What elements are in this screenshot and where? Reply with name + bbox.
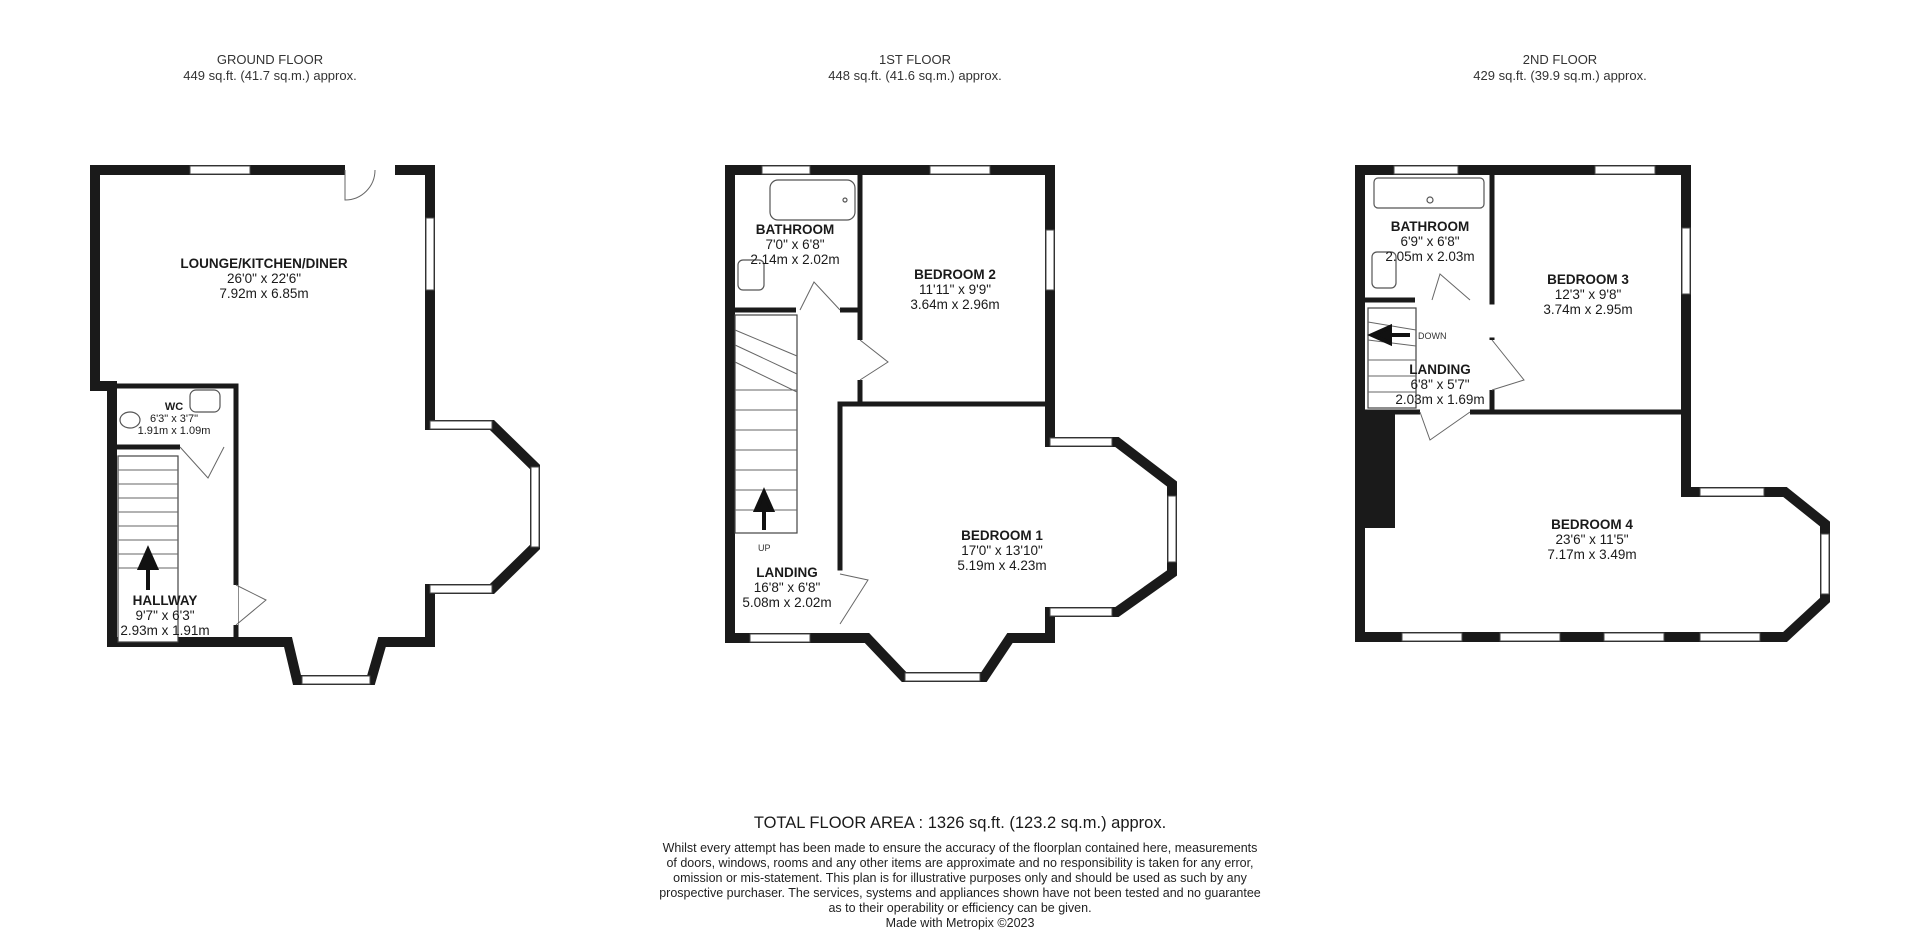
window — [1050, 438, 1112, 446]
window — [762, 166, 810, 174]
stairs-down-label: DOWN — [1418, 331, 1447, 341]
window — [1050, 608, 1112, 616]
window — [1500, 633, 1560, 641]
room-metric: 3.74m x 2.95m — [1543, 302, 1633, 317]
room-name: WC — [164, 401, 184, 413]
bathtub — [770, 180, 855, 220]
disclaimer-line: prospective purchaser. The services, systems and appliances shown have not been tested and no guarantee — [659, 886, 1261, 900]
room-imperial: 6'3" x 3'7" — [149, 413, 199, 425]
room-name: HALLWAY — [132, 593, 198, 608]
room-hallway — [120, 593, 209, 638]
door-swing — [236, 585, 266, 625]
room-bedroom-1 — [957, 528, 1046, 573]
window — [1595, 166, 1655, 174]
room-name: BEDROOM 1 — [961, 528, 1043, 543]
room-imperial: 9'7" x 6'3" — [135, 608, 195, 623]
disclaimer-line: as to their operability or efficiency can be given. — [828, 901, 1092, 915]
room-metric: 7.17m x 3.49m — [1547, 547, 1637, 562]
room-imperial: 23'6" x 11'5" — [1555, 532, 1629, 547]
window — [1046, 230, 1054, 290]
window — [750, 634, 810, 642]
room-imperial: 17'0" x 13'10" — [961, 543, 1043, 558]
window — [1682, 228, 1690, 294]
disclaimer — [560, 841, 1360, 931]
room-name: BEDROOM 4 — [1551, 517, 1633, 532]
floor-area: 429 sq.ft. (39.9 sq.m.) approx. — [1473, 68, 1647, 83]
room-name: LOUNGE/KITCHEN/DINER — [180, 256, 348, 271]
room-imperial: 6'9" x 6'8" — [1400, 234, 1460, 249]
floor-area: 448 sq.ft. (41.6 sq.m.) approx. — [828, 68, 1002, 83]
total-floor-area: TOTAL FLOOR AREA : 1326 sq.ft. (123.2 sq.m.) approx. — [753, 814, 1167, 832]
window — [430, 585, 492, 593]
room-bedroom-4 — [1547, 517, 1636, 562]
window — [190, 166, 250, 174]
room-metric: 2.03m x 1.69m — [1395, 392, 1485, 407]
room-imperial: 6'8" x 5'7" — [1410, 377, 1470, 392]
room-bathroom-second-floor — [1385, 219, 1474, 264]
room-imperial: 26'0" x 22'6" — [226, 271, 302, 286]
disclaimer-line: omission or mis-statement. This plan is for illustrative purposes only and should be used as such by any — [673, 871, 1247, 885]
window — [430, 421, 492, 429]
shower-head — [1427, 197, 1433, 203]
window — [1402, 633, 1462, 641]
tap — [843, 198, 847, 202]
window — [1700, 633, 1760, 641]
window — [1700, 488, 1764, 496]
room-name: LANDING — [1409, 362, 1471, 377]
room-landing-second-floor — [1395, 362, 1484, 407]
floor-area: 449 sq.ft. (41.7 sq.m.) approx. — [183, 68, 357, 83]
floor-title: 2ND FLOOR — [1522, 52, 1598, 67]
room-metric: 2.05m x 2.03m — [1385, 249, 1475, 264]
room-imperial: 11'11" x 9'9" — [918, 282, 992, 297]
window — [930, 166, 990, 174]
room-name: BEDROOM 3 — [1547, 272, 1629, 287]
chimney-breast — [1365, 412, 1395, 528]
room-bathroom-first-floor — [750, 222, 839, 267]
room-bedroom-3 — [1543, 272, 1632, 317]
room-wc — [138, 401, 211, 437]
disclaimer-line: Whilst every attempt has been made to ensure the accuracy of the floorplan contained here, measurements — [662, 841, 1258, 855]
room-name: BATHROOM — [1390, 219, 1470, 234]
window — [302, 676, 370, 684]
room-imperial: 16'8" x 6'8" — [753, 580, 821, 595]
window — [426, 218, 434, 290]
room-lounge-kitchen-diner — [180, 256, 347, 301]
stairs-up-label: UP — [758, 543, 771, 553]
room-metric: 3.64m x 2.96m — [910, 297, 1000, 312]
room-landing-first-floor — [742, 565, 831, 610]
room-metric: 2.14m x 2.02m — [750, 252, 840, 267]
floor-title: 1ST FLOOR — [878, 52, 951, 67]
window — [1604, 633, 1664, 641]
room-metric: 7.92m x 6.85m — [219, 286, 309, 301]
room-name: BEDROOM 2 — [914, 267, 996, 282]
room-metric: 2.93m x 1.91m — [120, 623, 210, 638]
window — [1821, 534, 1829, 594]
room-metric: 1.91m x 1.09m — [137, 425, 211, 437]
room-metric: 5.19m x 4.23m — [957, 558, 1047, 573]
first-floor-stairs — [735, 315, 797, 533]
room-imperial: 7'0" x 6'8" — [765, 237, 825, 252]
disclaimer-line: of doors, windows, rooms and any other items are approximate and no responsibility is taken for any error, — [666, 856, 1254, 870]
disclaimer-credit: Made with Metropix ©2023 — [885, 916, 1035, 930]
room-name: BATHROOM — [755, 222, 835, 237]
window — [1394, 166, 1458, 174]
room-bedroom-2 — [910, 267, 999, 312]
room-metric: 5.08m x 2.02m — [742, 595, 832, 610]
floor-title: GROUND FLOOR — [216, 52, 324, 67]
room-name: LANDING — [756, 565, 818, 580]
shower-tray — [1374, 178, 1484, 208]
window — [1168, 496, 1176, 562]
room-imperial: 12'3" x 9'8" — [1554, 287, 1622, 302]
window — [905, 673, 980, 681]
window — [531, 467, 539, 547]
